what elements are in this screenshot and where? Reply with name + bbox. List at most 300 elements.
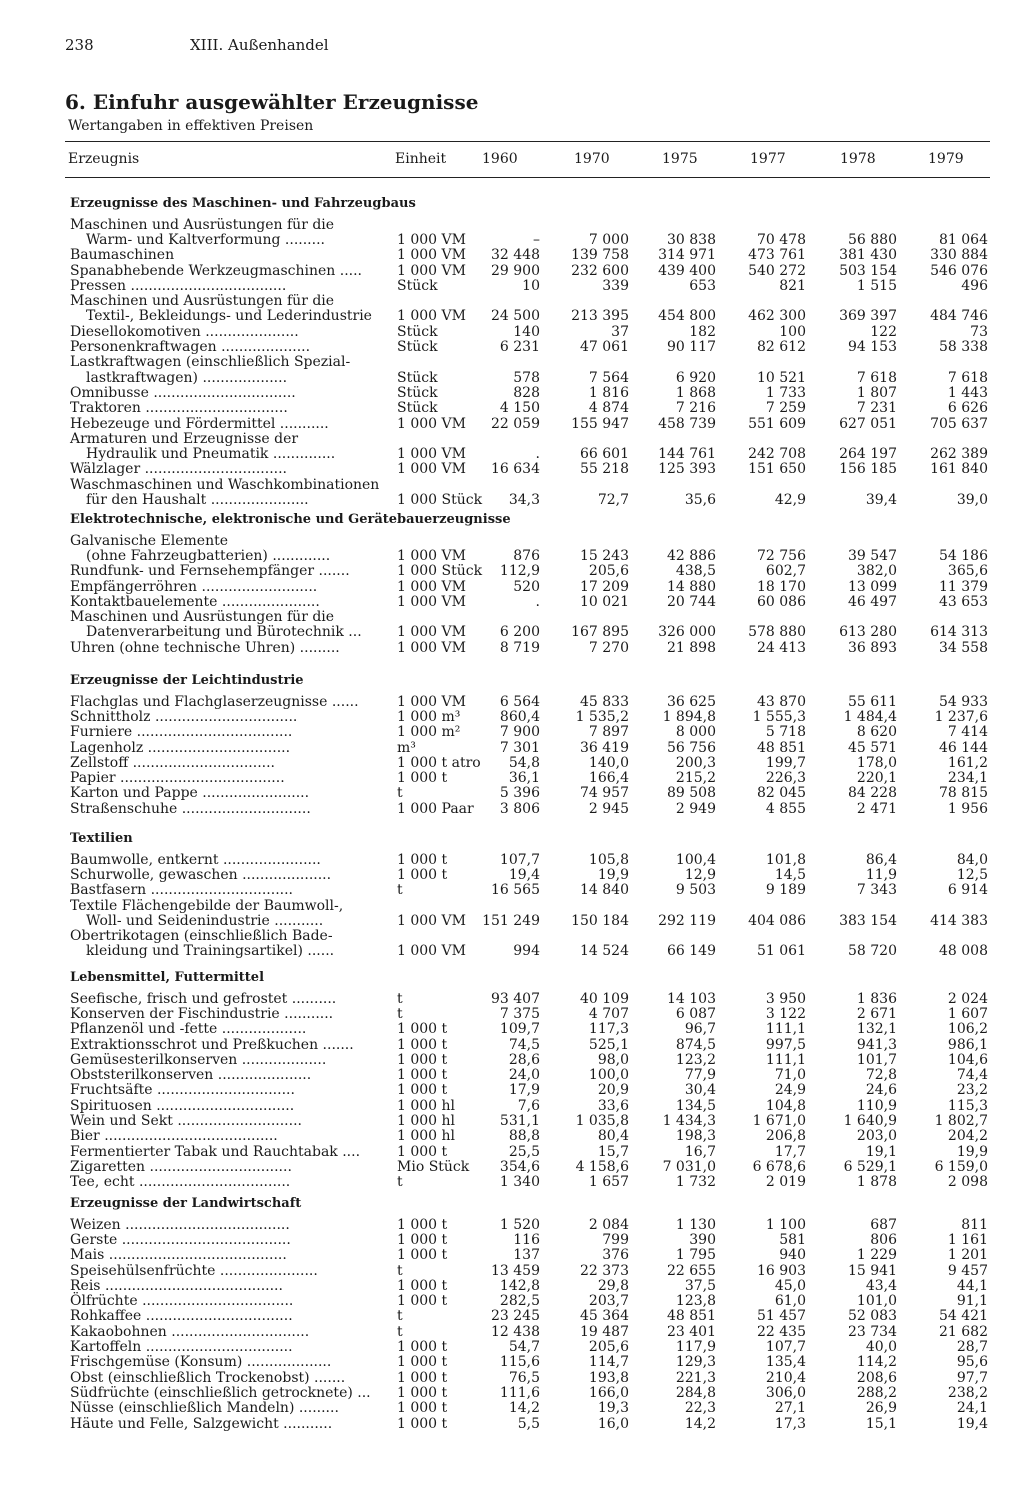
row-value-1979: 28,7 <box>956 1339 988 1356</box>
row-label: Maschinen und Ausrüstungen für die <box>70 609 335 626</box>
row-unit: 1 000 t <box>397 1231 448 1248</box>
row-value-1970: 20,9 <box>597 1082 629 1099</box>
row-value-1979: 986,1 <box>947 1036 988 1053</box>
row-value-1975: 221,3 <box>675 1369 716 1386</box>
row-value-1975: 2 949 <box>675 800 716 817</box>
row-label: Karton und Pappe ........................ <box>70 785 310 802</box>
row-value-1978: 1 640,9 <box>843 1113 897 1130</box>
row-label: Frischgemüse (Konsum) ................... <box>70 1354 332 1371</box>
row-value-1970: 4 707 <box>588 1005 629 1022</box>
page-number: 238 <box>65 36 94 54</box>
row-value-1975: 8 000 <box>675 724 716 741</box>
row-value-1978: 101,0 <box>856 1293 897 1310</box>
row-value-1979: 234,1 <box>947 770 988 787</box>
row-value-1979: 204,2 <box>947 1128 988 1145</box>
row-label: Südfrüchte (einschließlich getrocknete) ... <box>70 1384 371 1401</box>
row-value-1979: 104,6 <box>947 1051 988 1068</box>
row-value-1977: 82 045 <box>757 785 806 802</box>
row-label: Mais ........................................ <box>70 1247 287 1264</box>
row-label: Kakaobohnen ............................... <box>70 1323 310 1340</box>
row-value-1979: 74,4 <box>956 1067 988 1084</box>
row-value-1979: 48 008 <box>939 943 988 960</box>
row-value-1970: 33,6 <box>597 1097 629 1114</box>
row-value-1977: 70 478 <box>757 231 806 248</box>
row-value-1975: 6 920 <box>675 369 716 386</box>
row-value-1975: 326 000 <box>658 624 716 641</box>
row-value-1960: 34,3 <box>508 492 540 509</box>
row-value-1960: 32 448 <box>491 247 540 264</box>
row-unit: 1 000 t <box>397 1143 448 1160</box>
row-label: Zigaretten ................................ <box>70 1158 292 1175</box>
row-label: Fruchtsäfte ............................... <box>70 1082 295 1099</box>
row-value-1978: 24,6 <box>865 1082 897 1099</box>
row-value-1960: 12 438 <box>491 1323 540 1340</box>
row-value-1970: 100,0 <box>588 1067 629 1084</box>
row-unit: 1 000 t <box>397 1293 448 1310</box>
row-value-1978: 7 231 <box>856 400 897 417</box>
row-value-1975: 16,7 <box>684 1143 716 1160</box>
row-value-1977: 9 189 <box>765 882 806 899</box>
row-value-1977: 17,7 <box>774 1143 806 1160</box>
row-value-1975: 134,5 <box>675 1097 716 1114</box>
row-value-1970: 55 218 <box>580 461 629 478</box>
row-value-1979: 81 064 <box>939 231 988 248</box>
row-unit: 1 000 t <box>397 1036 448 1053</box>
row-value-1978: 627 051 <box>839 415 897 432</box>
row-unit: 1 000 VM <box>397 912 466 929</box>
row-value-1970: 2 945 <box>588 800 629 817</box>
row-label: Seefische, frisch und gefrostet .......... <box>70 990 337 1007</box>
row-value-1970: 205,6 <box>588 563 629 580</box>
row-value-1975: 90 117 <box>667 339 716 356</box>
row-value-1979: 84,0 <box>956 851 988 868</box>
row-value-1975: 874,5 <box>675 1036 716 1053</box>
row-value-1978: 39 547 <box>848 547 897 564</box>
row-value-1975: 117,9 <box>675 1339 716 1356</box>
row-value-1978: 45 571 <box>848 739 897 756</box>
row-value-1975: 66 149 <box>667 943 716 960</box>
row-value-1970: 16,0 <box>597 1415 629 1432</box>
row-value-1978: 1 229 <box>856 1247 897 1264</box>
row-value-1978: 381 430 <box>839 247 897 264</box>
row-value-1970: 19,3 <box>597 1400 629 1417</box>
row-value-1979: 484 746 <box>930 308 988 325</box>
row-label: Wälzlager ................................ <box>70 461 287 478</box>
row-value-1978: 503 154 <box>839 262 897 279</box>
row-value-1978: 132,1 <box>856 1021 897 1038</box>
row-value-1975: 12,9 <box>684 866 716 883</box>
row-label: Obertrikotagen (einschließlich Bade- <box>70 928 333 945</box>
row-value-1970: 74 957 <box>580 785 629 802</box>
row-label: Baumaschinen <box>70 247 175 264</box>
row-label: Kontaktbauelemente ...................... <box>70 593 320 610</box>
row-unit: 1 000 VM <box>397 943 466 960</box>
row-value-1979: 24,1 <box>956 1400 988 1417</box>
row-value-1960: 4 150 <box>499 400 540 417</box>
row-value-1975: 30 838 <box>667 231 716 248</box>
row-value-1960: 115,6 <box>499 1354 540 1371</box>
row-value-1970: 45 364 <box>580 1308 629 1325</box>
column-header-1978: 1978 <box>840 151 876 167</box>
row-value-1960: 520 <box>513 578 540 595</box>
row-value-1975: 21 898 <box>667 639 716 656</box>
row-value-1979: 54 933 <box>939 693 988 710</box>
row-value-1978: 39,4 <box>865 492 897 509</box>
row-value-1960: 1 520 <box>499 1216 540 1233</box>
row-unit: m³ <box>397 739 416 756</box>
row-label: Maschinen und Ausrüstungen für die <box>70 293 335 310</box>
row-value-1970: 22 373 <box>580 1262 629 1279</box>
row-value-1977: 17,3 <box>774 1415 806 1432</box>
row-value-1960: 22 059 <box>491 415 540 432</box>
row-unit: 1 000 t <box>397 1082 448 1099</box>
row-value-1978: 383 154 <box>839 912 897 929</box>
row-label: Extraktionsschrot und Preßkuchen ....... <box>70 1036 354 1053</box>
row-unit: 1 000 t <box>397 866 448 883</box>
row-value-1979: 161 840 <box>930 461 988 478</box>
row-value-1960: 860,4 <box>499 708 540 725</box>
row-value-1977: 82 612 <box>757 339 806 356</box>
row-value-1975: 100,4 <box>675 851 716 868</box>
row-label: Omnibusse ................................ <box>70 384 296 401</box>
row-value-1978: 110,9 <box>856 1097 897 1114</box>
row-value-1975: 1 434,3 <box>662 1113 716 1130</box>
row-value-1960: 7,6 <box>517 1097 540 1114</box>
row-label: Rohkaffee ................................. <box>70 1308 293 1325</box>
row-value-1960: 25,5 <box>508 1143 540 1160</box>
row-value-1975: 1 868 <box>675 384 716 401</box>
row-value-1978: 8 620 <box>856 724 897 741</box>
row-value-1978: 382,0 <box>856 563 897 580</box>
row-value-1975: 14,2 <box>684 1415 716 1432</box>
row-value-1978: 1 515 <box>856 277 897 294</box>
row-value-1978: 46 497 <box>848 593 897 610</box>
row-value-1977: 242 708 <box>748 446 806 463</box>
row-label: Spanabhebende Werkzeugmaschinen ..... <box>70 262 362 279</box>
row-value-1979: 1 161 <box>947 1231 988 1248</box>
column-header-unit: Einheit <box>395 151 447 167</box>
row-unit: Stück <box>397 339 438 356</box>
row-value-1979: 115,3 <box>947 1097 988 1114</box>
row-value-1960: 19,4 <box>508 866 540 883</box>
row-value-1979: 12,5 <box>956 866 988 883</box>
row-value-1970: 1 657 <box>588 1174 629 1191</box>
row-value-1970: 232 600 <box>571 262 629 279</box>
row-unit: Stück <box>397 384 438 401</box>
row-value-1977: 581 <box>779 1231 806 1248</box>
row-value-1975: 20 744 <box>667 593 716 610</box>
group-heading: Erzeugnisse der Leichtindustrie <box>70 673 304 688</box>
row-label: Speisehülsenfrüchte ...................... <box>70 1262 318 1279</box>
row-value-1970: 37 <box>611 323 629 340</box>
row-unit: t <box>397 882 403 899</box>
row-label: Woll- und Seidenindustrie ........... <box>86 912 324 929</box>
row-value-1979: 39,0 <box>956 492 988 509</box>
row-value-1978: 94 153 <box>848 339 897 356</box>
row-value-1979: 1 607 <box>947 1005 988 1022</box>
row-label: Furniere ................................... <box>70 724 293 741</box>
row-value-1978: 220,1 <box>856 770 897 787</box>
row-value-1978: 156 185 <box>839 461 897 478</box>
row-value-1970: 117,3 <box>588 1021 629 1038</box>
row-value-1970: 1 816 <box>588 384 629 401</box>
row-value-1979: 58 338 <box>939 339 988 356</box>
row-value-1977: 24 413 <box>757 639 806 656</box>
row-value-1977: 206,8 <box>765 1128 806 1145</box>
row-value-1960: 111,6 <box>499 1384 540 1401</box>
row-unit: 1 000 VM <box>397 231 466 248</box>
row-unit: 1 000 t <box>397 1339 448 1356</box>
row-value-1977: 1 100 <box>765 1216 806 1233</box>
row-value-1978: 52 083 <box>848 1308 897 1325</box>
row-value-1977: 72 756 <box>757 547 806 564</box>
row-label: für den Haushalt ...................... <box>86 492 309 509</box>
row-value-1979: 2 098 <box>947 1174 988 1191</box>
row-unit: 1 000 VM <box>397 308 466 325</box>
row-label: Diesellokomotiven ..................... <box>70 323 299 340</box>
row-value-1960: 17,9 <box>508 1082 540 1099</box>
row-unit: t <box>397 1262 403 1279</box>
row-value-1979: 21 682 <box>939 1323 988 1340</box>
row-value-1960: 28,6 <box>508 1051 540 1068</box>
row-label: Tee, echt .................................. <box>70 1174 291 1191</box>
row-value-1970: 15,7 <box>597 1143 629 1160</box>
row-value-1977: 199,7 <box>765 754 806 771</box>
row-unit: 1 000 t <box>397 1384 448 1401</box>
row-value-1979: 238,2 <box>947 1384 988 1401</box>
row-value-1977: 151 650 <box>748 461 806 478</box>
row-value-1975: 123,2 <box>675 1051 716 1068</box>
row-value-1977: 997,5 <box>765 1036 806 1053</box>
row-value-1975: 7 216 <box>675 400 716 417</box>
row-value-1970: 376 <box>602 1247 629 1264</box>
row-value-1977: 540 272 <box>748 262 806 279</box>
row-label: Uhren (ohne technische Uhren) ......... <box>70 639 340 656</box>
row-label: Spirituosen ............................... <box>70 1097 295 1114</box>
row-value-1979: 365,6 <box>947 563 988 580</box>
row-value-1975: 215,2 <box>675 770 716 787</box>
row-value-1978: 58 720 <box>848 943 897 960</box>
row-value-1979: 44,1 <box>956 1277 988 1294</box>
row-value-1975: 200,3 <box>675 754 716 771</box>
row-value-1975: 7 031,0 <box>662 1158 716 1175</box>
row-value-1975: 48 851 <box>667 1308 716 1325</box>
row-value-1960: 8 719 <box>499 639 540 656</box>
row-value-1970: 339 <box>602 277 629 294</box>
row-value-1978: 19,1 <box>865 1143 897 1160</box>
row-unit: 1 000 t <box>397 1415 448 1432</box>
row-value-1960: 36,1 <box>508 770 540 787</box>
row-value-1979: 73 <box>970 323 988 340</box>
row-value-1975: 1 130 <box>675 1216 716 1233</box>
row-value-1960: 76,5 <box>508 1369 540 1386</box>
row-value-1977: 18 170 <box>757 578 806 595</box>
row-value-1960: 107,7 <box>499 851 540 868</box>
row-unit: 1 000 VM <box>397 262 466 279</box>
row-value-1975: 35,6 <box>684 492 716 509</box>
row-label: Hydraulik und Pneumatik .............. <box>86 446 336 463</box>
row-unit: 1 000 VM <box>397 446 466 463</box>
row-value-1960: 24,0 <box>508 1067 540 1084</box>
row-value-1978: 1 878 <box>856 1174 897 1191</box>
row-value-1977: 107,7 <box>765 1339 806 1356</box>
row-value-1970: 114,7 <box>588 1354 629 1371</box>
row-value-1978: 72,8 <box>865 1067 897 1084</box>
row-label: Ölfrüchte .................................. <box>70 1293 294 1310</box>
row-value-1977: 940 <box>779 1247 806 1264</box>
row-value-1978: 23 734 <box>848 1323 897 1340</box>
row-value-1978: 43,4 <box>865 1277 897 1294</box>
row-label: (ohne Fahrzeugbatterien) ............. <box>86 547 331 564</box>
row-unit: t <box>397 990 403 1007</box>
row-unit: 1 000 VM <box>397 593 466 610</box>
row-value-1978: 36 893 <box>848 639 897 656</box>
row-value-1977: 3 950 <box>765 990 806 1007</box>
row-value-1977: 5 718 <box>765 724 806 741</box>
group-heading: Lebensmittel, Futtermittel <box>70 970 265 985</box>
row-value-1960: 29 900 <box>491 262 540 279</box>
row-value-1979: 54 186 <box>939 547 988 564</box>
column-header-1960: 1960 <box>482 151 518 167</box>
row-value-1978: 6 529,1 <box>843 1158 897 1175</box>
row-value-1978: 26,9 <box>865 1400 897 1417</box>
row-label: Straßenschuhe ............................. <box>70 800 311 817</box>
row-label: Traktoren ................................ <box>70 400 288 417</box>
row-value-1970: 7 897 <box>588 724 629 741</box>
row-value-1977: 306,0 <box>765 1384 806 1401</box>
row-value-1978: 15,1 <box>865 1415 897 1432</box>
row-value-1970: 166,0 <box>588 1384 629 1401</box>
row-value-1970: 140,0 <box>588 754 629 771</box>
row-value-1978: 1 807 <box>856 384 897 401</box>
row-value-1960: 1 340 <box>499 1174 540 1191</box>
row-value-1975: 182 <box>689 323 716 340</box>
row-unit: 1 000 t <box>397 1277 448 1294</box>
row-unit: 1 000 t <box>397 1067 448 1084</box>
row-value-1970: 4 158,6 <box>575 1158 629 1175</box>
row-unit: 1 000 VM <box>397 461 466 478</box>
row-value-1975: 284,8 <box>675 1384 716 1401</box>
row-value-1979: 1 237,6 <box>934 708 988 725</box>
row-value-1978: 687 <box>870 1216 897 1233</box>
row-value-1977: 2 019 <box>765 1174 806 1191</box>
row-value-1975: 439 400 <box>658 262 716 279</box>
row-value-1970: 1 035,8 <box>575 1113 629 1130</box>
row-unit: 1 000 t <box>397 770 448 787</box>
row-value-1960: 6 564 <box>499 693 540 710</box>
row-value-1978: 11,9 <box>865 866 897 883</box>
row-label: kleidung und Trainingsartikel) ...... <box>86 943 335 960</box>
row-value-1979: 19,9 <box>956 1143 988 1160</box>
row-value-1977: 71,0 <box>774 1067 806 1084</box>
row-value-1960: 116 <box>513 1231 540 1248</box>
row-unit: 1 000 hl <box>397 1128 456 1145</box>
row-value-1960: 112,9 <box>499 563 540 580</box>
row-value-1979: 19,4 <box>956 1415 988 1432</box>
row-value-1960: 7 301 <box>499 739 540 756</box>
row-value-1979: 414 383 <box>930 912 988 929</box>
row-label: Kartoffeln ................................. <box>70 1339 293 1356</box>
row-value-1970: 14 840 <box>580 882 629 899</box>
row-value-1975: 292 119 <box>658 912 716 929</box>
row-label: Schnittholz ................................ <box>70 708 298 725</box>
row-value-1960: 24 500 <box>491 308 540 325</box>
row-value-1979: 7 414 <box>947 724 988 741</box>
row-value-1978: 1 484,4 <box>843 708 897 725</box>
row-value-1970: 72,7 <box>597 492 629 509</box>
row-label: Textil-, Bekleidungs- und Lederindustrie <box>86 308 372 325</box>
row-label: Weizen ..................................... <box>70 1216 290 1233</box>
row-value-1970: 139 758 <box>571 247 629 264</box>
row-value-1977: 6 678,6 <box>752 1158 806 1175</box>
row-value-1970: 4 874 <box>588 400 629 417</box>
row-value-1975: 89 508 <box>667 785 716 802</box>
row-value-1978: 122 <box>870 323 897 340</box>
row-label: Nüsse (einschließlich Mandeln) ......... <box>70 1400 339 1417</box>
row-label: Konserven der Fischindustrie ........... <box>70 1005 334 1022</box>
row-value-1977: 1 733 <box>765 384 806 401</box>
row-value-1970: 1 535,2 <box>575 708 629 725</box>
row-value-1960: 828 <box>513 384 540 401</box>
row-value-1978: 101,7 <box>856 1051 897 1068</box>
row-value-1978: 13 099 <box>848 578 897 595</box>
row-value-1979: 6 626 <box>947 400 988 417</box>
row-value-1979: 330 884 <box>930 247 988 264</box>
row-value-1979: 78 815 <box>939 785 988 802</box>
row-value-1975: 1 732 <box>675 1174 716 1191</box>
row-value-1977: 210,4 <box>765 1369 806 1386</box>
row-value-1978: 86,4 <box>865 851 897 868</box>
row-value-1975: 1 894,8 <box>662 708 716 725</box>
column-header-1975: 1975 <box>662 151 698 167</box>
row-value-1975: 56 756 <box>667 739 716 756</box>
row-value-1970: 7 270 <box>588 639 629 656</box>
row-value-1977: 45,0 <box>774 1277 806 1294</box>
row-label: Lagenholz ................................ <box>70 739 291 756</box>
row-value-1978: 2 671 <box>856 1005 897 1022</box>
row-value-1970: 2 084 <box>588 1216 629 1233</box>
row-value-1978: 806 <box>870 1231 897 1248</box>
row-value-1975: 30,4 <box>684 1082 716 1099</box>
row-unit: 1 000 t atro <box>397 754 481 771</box>
row-value-1960: 7 900 <box>499 724 540 741</box>
row-value-1979: 9 457 <box>947 1262 988 1279</box>
row-label: Galvanische Elemente <box>70 532 229 549</box>
row-value-1978: 84 228 <box>848 785 897 802</box>
row-label: Empfängerröhren .......................... <box>70 578 318 595</box>
row-unit: 1 000 m² <box>397 724 461 741</box>
row-value-1960: 109,7 <box>499 1021 540 1038</box>
row-value-1978: 15 941 <box>848 1262 897 1279</box>
row-value-1975: 23 401 <box>667 1323 716 1340</box>
row-value-1978: 178,0 <box>856 754 897 771</box>
row-value-1977: 7 259 <box>765 400 806 417</box>
row-value-1978: 56 880 <box>848 231 897 248</box>
row-value-1960: 13 459 <box>491 1262 540 1279</box>
section-heading: XIII. Außenhandel <box>190 36 329 54</box>
row-value-1979: 6 914 <box>947 882 988 899</box>
row-value-1975: 653 <box>689 277 716 294</box>
row-value-1960: 6 200 <box>499 624 540 641</box>
row-label: Reis ........................................ <box>70 1277 283 1294</box>
row-label: Wein und Sekt ............................ <box>70 1113 302 1130</box>
row-unit: Stück <box>397 323 438 340</box>
row-value-1975: 42 886 <box>667 547 716 564</box>
row-value-1970: 205,6 <box>588 1339 629 1356</box>
row-unit: 1 000 VM <box>397 578 466 595</box>
row-value-1977: 111,1 <box>765 1051 806 1068</box>
row-label: Bastfasern ................................ <box>70 882 294 899</box>
